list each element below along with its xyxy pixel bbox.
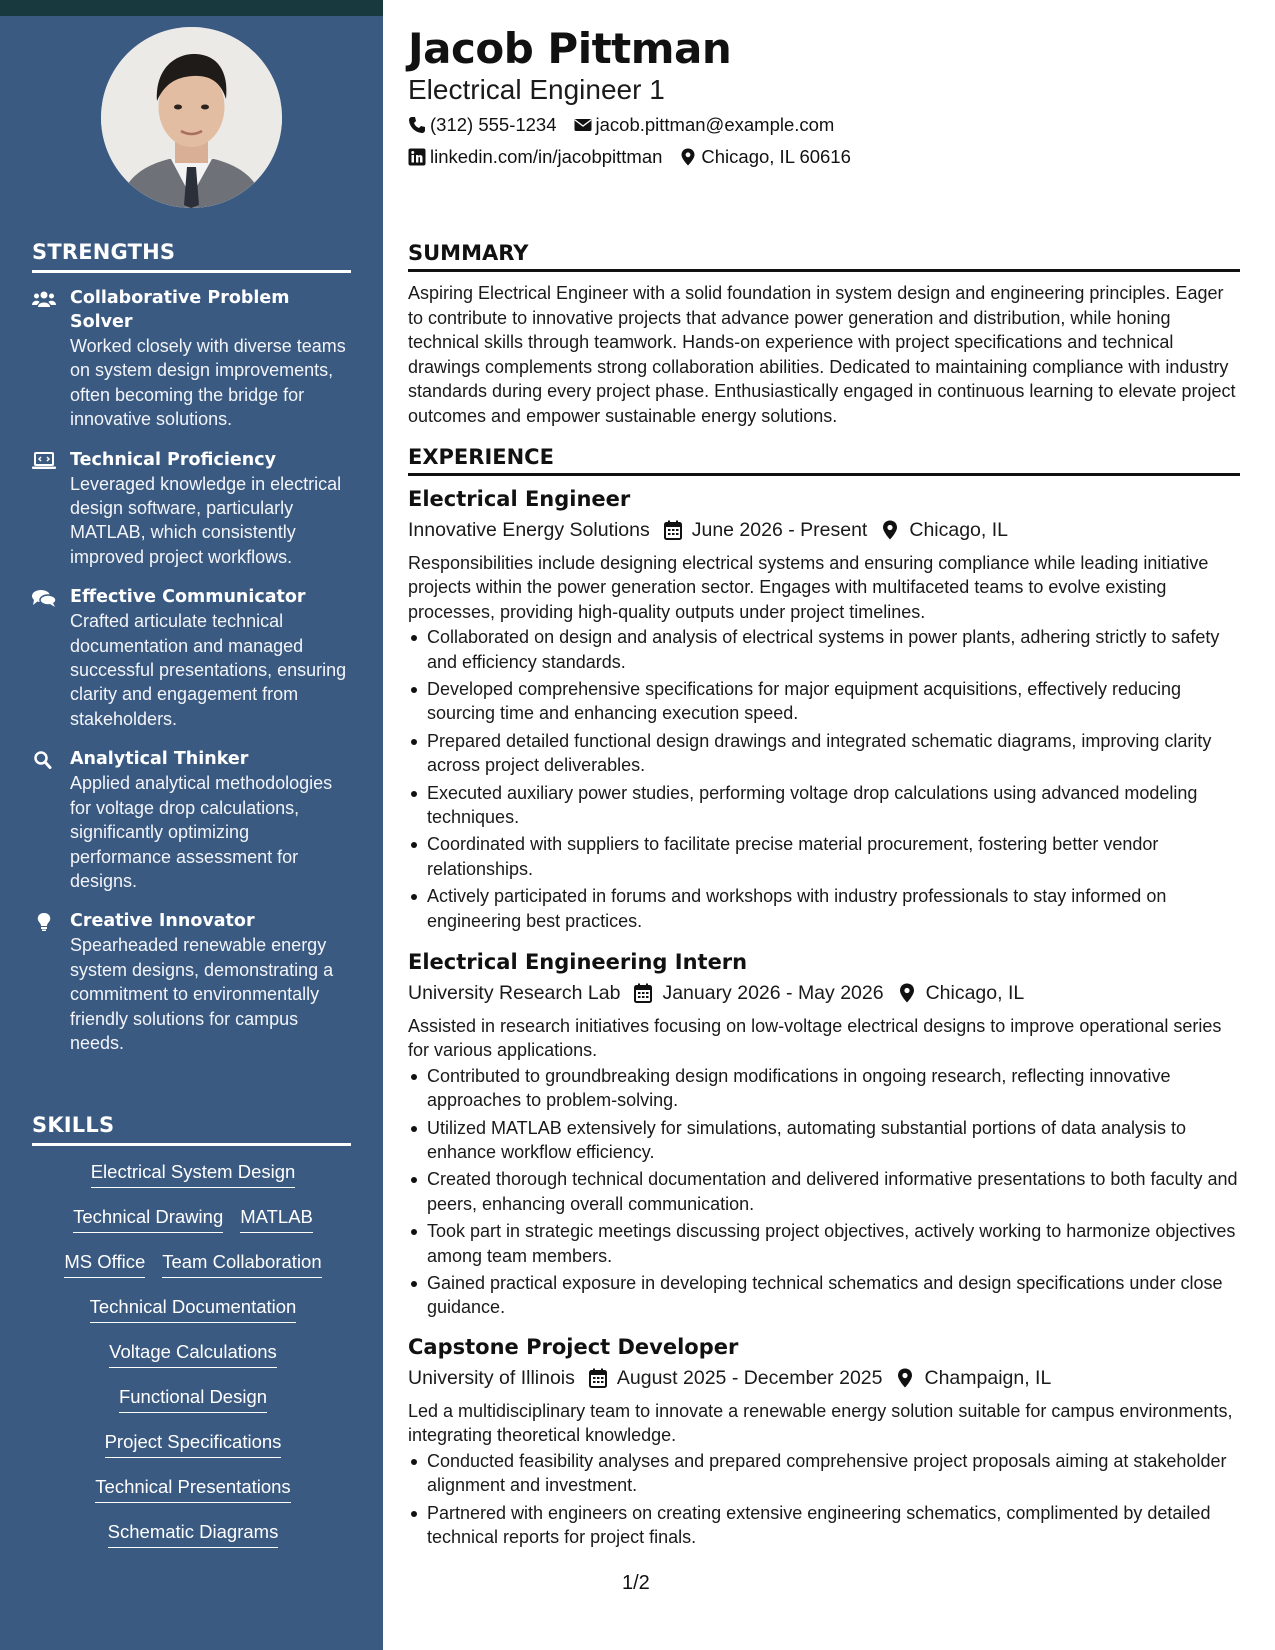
skill-tag: Project Specifications — [105, 1430, 282, 1458]
job-dates: January 2026 - May 2026 — [662, 982, 884, 1004]
job-bullet: Contributed to groundbreaking design modifications in ongoing research, reflecting innovative approaches to problem-solving. — [408, 1064, 1240, 1113]
job-bullets — [408, 1064, 1240, 1320]
strength-description: Applied analytical methodologies for voltage drop calculations, significantly optimizing performance assessment for designs. — [70, 773, 333, 891]
page-number: 1/2 — [622, 1572, 650, 1594]
skill-tag: Electrical System Design — [91, 1160, 296, 1188]
job-dates: August 2025 - December 2025 — [616, 1367, 883, 1389]
job-bullet: Executed auxiliary power studies, performing voltage drop calculations using advanced modeling techniques. — [408, 781, 1240, 830]
job-entry — [408, 947, 1240, 1323]
job-location: Chicago, IL — [925, 982, 1025, 1004]
job-description: Led a multidisciplinary team to innovate a renewable energy solution suitable for campus environments, integrating theoretical knowledge. — [408, 1401, 1233, 1446]
job-bullet: Took part in strategic meetings discussing project objectives, actively working to harmonize objectives among team members. — [408, 1219, 1240, 1268]
strengths-heading: STRENGTHS — [32, 240, 351, 273]
calendar-icon — [634, 983, 652, 1003]
strength-title: Effective Communicator — [70, 587, 306, 608]
linkedin-icon — [408, 148, 426, 166]
linkedin-url: linkedin.com/in/jacobpittman — [430, 146, 663, 167]
skill-tag: Technical Presentations — [95, 1475, 290, 1503]
skill-tag: Team Collaboration — [162, 1250, 321, 1278]
contact-row — [408, 114, 851, 136]
job-entry — [408, 1332, 1240, 1552]
job-role: Electrical Engineering Intern — [408, 950, 748, 974]
summary-heading: SUMMARY — [408, 241, 1240, 272]
strength-description: Leveraged knowledge in electrical design software, particularly MATLAB, which consistently improved project workflows. — [70, 473, 342, 567]
skill-tag: Voltage Calculations — [109, 1340, 277, 1368]
job-role: Electrical Engineer — [408, 487, 631, 511]
job-company: University Research Lab — [408, 982, 621, 1004]
strength-title: Collaborative Problem Solver — [70, 288, 290, 332]
calendar-icon — [664, 520, 682, 540]
laptop-code-icon — [32, 448, 70, 470]
phone-icon — [408, 116, 426, 134]
profile-photo — [101, 27, 282, 208]
job-bullet: Developed comprehensive specifications for major equipment acquisitions, effectively reducing sourcing time and enhancing execution speed. — [408, 677, 1240, 726]
strength-title: Creative Innovator — [70, 911, 255, 932]
candidate-title: Electrical Engineer 1 — [408, 74, 665, 105]
job-description: Assisted in research initiatives focusing on low-voltage electrical designs to improve operational series for various applications. — [408, 1016, 1222, 1061]
job-role: Capstone Project Developer — [408, 1335, 739, 1359]
job-bullet: Utilized MATLAB extensively for simulations, automating substantial portions of data analysis to enhance workflow efficiency. — [408, 1116, 1240, 1165]
strength-item — [32, 448, 354, 570]
map-pin-icon — [881, 520, 899, 540]
skills-heading: SKILLS — [32, 1113, 351, 1146]
map-pin-icon — [679, 148, 697, 166]
job-bullet: Partnered with engineers on creating extensive engineering schematics, complimented by detailed technical reports for project finals. — [408, 1501, 1240, 1550]
job-bullet: Collaborated on design and analysis of electrical systems in power plants, adhering strictly to safety and efficiency standards. — [408, 625, 1240, 674]
job-bullet: Created thorough technical documentation and delivered informative presentations to both faculty and peers, enhancing overall communication. — [408, 1167, 1240, 1216]
job-location: Champaign, IL — [924, 1367, 1052, 1389]
strength-item — [32, 747, 354, 893]
candidate-name: Jacob Pittman — [408, 24, 732, 73]
map-pin-icon — [898, 983, 916, 1003]
job-bullets — [408, 1449, 1240, 1550]
strength-title: Technical Proficiency — [70, 449, 276, 470]
job-location: Chicago, IL — [909, 519, 1009, 541]
job-bullets — [408, 625, 1240, 933]
job-company: University of Illinois — [408, 1367, 575, 1389]
job-bullet: Prepared detailed functional design drawings and integrated schematic diagrams, improving clarity across project deliverables. — [408, 729, 1240, 778]
job-description: Responsibilities include designing electrical systems and ensuring compliance while leading initiative projects within the power generation sector. Engages with multifaceted teams to evolve existing processes, providing high-quality outputs under project timelines. — [408, 553, 1209, 622]
strength-description: Spearheaded renewable energy system designs, demonstrating a commitment to environmentally friendly solutions for campus needs. — [70, 935, 334, 1053]
job-dates: June 2026 - Present — [691, 519, 868, 541]
location-text: Chicago, IL 60616 — [701, 146, 851, 167]
job-meta — [408, 1363, 1240, 1393]
strength-description: Crafted articulate technical documentation and managed successful presentations, ensuring clarity and engagement from stakeholders. — [70, 611, 347, 729]
location-contact — [679, 146, 850, 168]
sidebar-top-bar — [0, 0, 383, 16]
lightbulb-icon — [32, 909, 70, 931]
job-bullet: Gained practical exposure in developing technical schematics and design specifications under close guidance. — [408, 1271, 1240, 1320]
email-contact[interactable] — [574, 114, 835, 136]
skill-tag: Technical Drawing — [73, 1205, 223, 1233]
phone-number: (312) 555-1234 — [430, 114, 557, 135]
job-company: Innovative Energy Solutions — [408, 519, 650, 541]
skills-list — [32, 1160, 354, 1565]
strength-title: Analytical Thinker — [70, 749, 249, 770]
envelope-icon — [574, 116, 592, 134]
job-bullet: Coordinated with suppliers to facilitate precise material procurement, fostering better vendor relationships. — [408, 832, 1240, 881]
skill-tag: Schematic Diagrams — [108, 1520, 279, 1548]
job-bullet: Actively participated in forums and workshops with industry professionals to stay informed on engineering best practices. — [408, 884, 1240, 933]
sidebar — [0, 0, 383, 1650]
contact-row — [408, 146, 868, 168]
job-bullet: Conducted feasibility analyses and prepared comprehensive project proposals aiming at stakeholder alignment and investment. — [408, 1449, 1240, 1498]
skill-tag: Technical Documentation — [90, 1295, 297, 1323]
map-pin-icon — [896, 1368, 914, 1388]
phone-contact[interactable] — [408, 114, 557, 136]
job-entry — [408, 484, 1240, 936]
strength-item — [32, 909, 354, 1055]
strength-item — [32, 585, 354, 731]
skill-tag: MATLAB — [240, 1205, 313, 1233]
linkedin-contact[interactable] — [408, 146, 662, 168]
job-meta — [408, 978, 1240, 1008]
strength-item — [32, 286, 354, 432]
experience-heading: EXPERIENCE — [408, 445, 1240, 476]
users-icon — [32, 286, 70, 308]
strengths-list — [32, 286, 354, 1071]
email-address: jacob.pittman@example.com — [595, 114, 835, 135]
skill-tag: MS Office — [64, 1250, 145, 1278]
skill-tag: Functional Design — [119, 1385, 267, 1413]
search-icon — [32, 747, 70, 769]
job-meta — [408, 515, 1240, 545]
summary-text: Aspiring Electrical Engineer with a solid foundation in system design and engineering principles. Eager to contribute to innovative projects that advance power generation and distribution, while honing technical skills through teamwork. Hands-on experience with project specifications and technical drawings complements strong collaboration abilities. Dedicated to maintaining compliance with industry standards during every project phase. Enthusiastically engaged in continuous learning to elevate project outcomes and empower sustainable energy solutions. — [408, 283, 1236, 426]
strength-description: Worked closely with diverse teams on system design improvements, often becoming the bridge for innovative solutions. — [70, 336, 346, 430]
calendar-icon — [589, 1368, 607, 1388]
comments-icon — [32, 585, 70, 607]
